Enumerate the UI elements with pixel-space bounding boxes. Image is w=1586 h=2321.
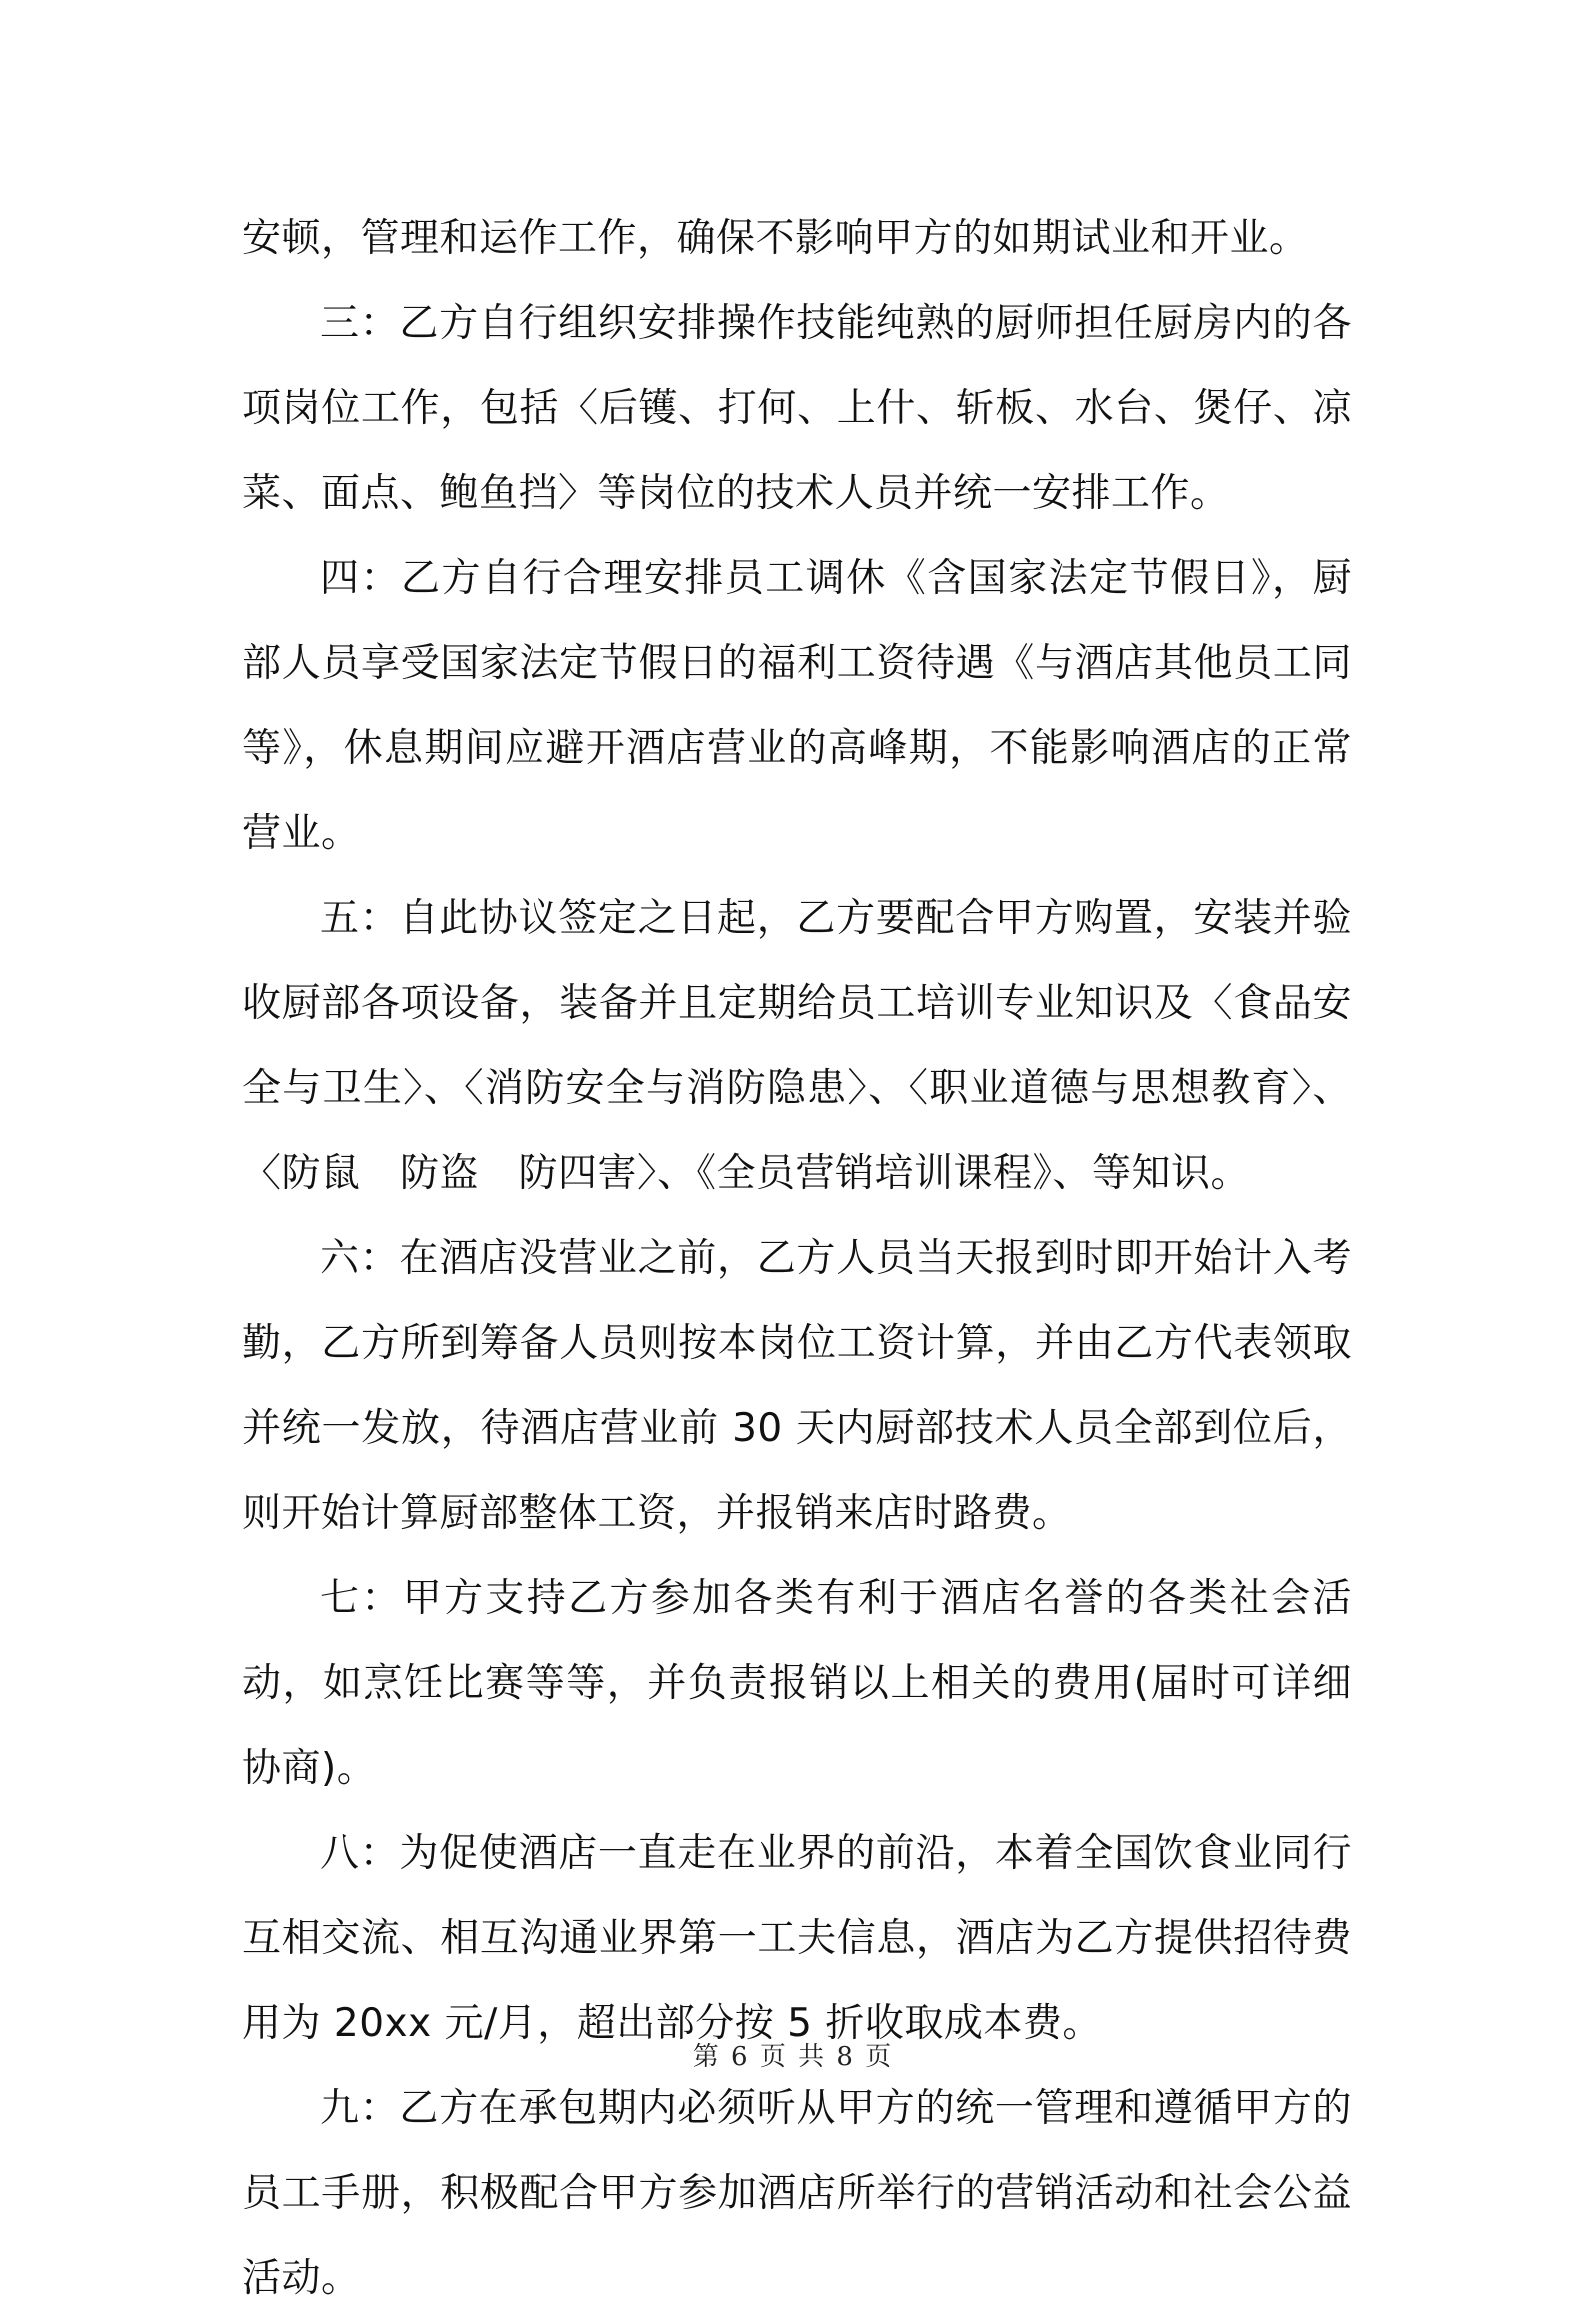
paragraph-clause-3: 三：乙方自行组织安排操作技能纯熟的厨师担任厨房内的各项岗位工作，包括〈后镬、打何、上什、斩板、水台、煲仔、凉菜、面点、鲍鱼挡〉等岗位的技术人员并统一安排工作。 bbox=[242, 301, 1352, 516]
paragraph-clause-6: 六：在酒店没营业之前，乙方人员当天报到时即开始计入考勤，乙方所到筹备人员则按本岗位工资计算，并由乙方代表领取并统一发放，待酒店营业前 30 天内厨部技术人员全部到位后，则开始计算厨部整体工资，并报销来店时路费。 bbox=[242, 1236, 1352, 1536]
paragraph-clause-4: 四：乙方自行合理安排员工调休《含国家法定节假日》，厨部人员享受国家法定节假日的福利工资待遇《与酒店其他员工同等》，休息期间应避开酒店营业的高峰期，不能影响酒店的正常营业。 bbox=[242, 556, 1352, 856]
page-number-footer: 第 6 页 共 8 页 bbox=[692, 2042, 894, 2072]
paragraph-clause-5: 五：自此协议签定之日起，乙方要配合甲方购置，安装并验收厨部各项设备，装备并且定期给员工培训专业知识及〈食品安全与卫生〉、〈消防安全与消防隐患〉、〈职业道德与思想教育〉、〈防鼠 防盗 防四害〉、《全员营销培训课程》、等知识。 bbox=[242, 896, 1352, 1196]
paragraph-continued: 安顿，管理和运作工作，确保不影响甲方的如期试业和开业。 bbox=[242, 216, 1309, 261]
paragraph-clause-9: 九：乙方在承包期内必须听从甲方的统一管理和遵循甲方的员工手册，积极配合甲方参加酒店所举行的营销活动和社会公益活动。 bbox=[242, 2086, 1352, 2301]
paragraph-clause-7: 七：甲方支持乙方参加各类有利于酒店名誉的各类社会活动，如烹饪比赛等等，并负责报销以上相关的费用(届时可详细协商)。 bbox=[242, 1576, 1352, 1791]
document-body bbox=[242, 196, 1352, 2321]
paragraph-clause-8: 八：为促使酒店一直走在业界的前沿，本着全国饮食业同行互相交流、相互沟通业界第一工夫信息，酒店为乙方提供招待费用为 20xx 元/月，超出部分按 5 折收取成本费。 bbox=[242, 1831, 1352, 2046]
